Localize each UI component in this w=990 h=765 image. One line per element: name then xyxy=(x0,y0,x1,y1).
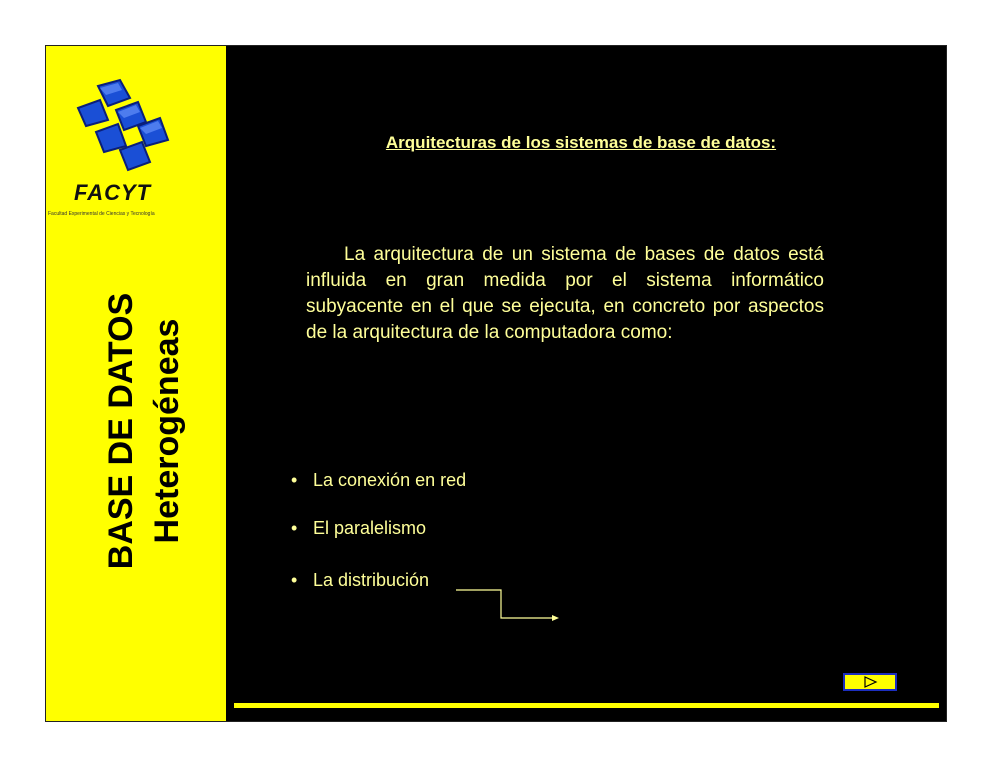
next-slide-button[interactable] xyxy=(843,673,897,691)
list-item xyxy=(291,516,691,564)
slide xyxy=(45,45,947,722)
bullet-dot-icon: • xyxy=(291,570,298,590)
list-item xyxy=(291,468,691,516)
play-triangle-icon xyxy=(862,676,878,688)
title-line-2: Heterogéneas xyxy=(148,318,186,544)
bullet-text[interactable]: La distribución xyxy=(313,570,430,590)
sidebar xyxy=(46,46,226,721)
logo-subtitle: Facultad Experimental de Ciencias y Tecnología xyxy=(48,211,155,217)
vertical-title xyxy=(98,261,190,601)
bullet-text: La conexión en red xyxy=(313,470,467,490)
logo-text: FACYT xyxy=(74,180,152,205)
slide-heading: Arquitecturas de los sistemas de base de datos: xyxy=(385,133,777,152)
bullet-dot-icon: • xyxy=(291,470,298,490)
bottom-divider xyxy=(234,703,939,708)
title-line-1: BASE DE DATOS xyxy=(102,292,140,570)
body-paragraph: La arquitectura de un sistema de bases de datos está influida en gran medida por el sistema informático subyacente en el que se ejecuta, en concreto por aspectos de la arquitectura de la computadora como: xyxy=(306,244,824,343)
facyt-logo xyxy=(68,76,178,186)
bullet-text: El paralelismo xyxy=(313,518,427,538)
bullet-dot-icon: • xyxy=(291,518,298,538)
connector-arrow-icon xyxy=(456,586,576,626)
